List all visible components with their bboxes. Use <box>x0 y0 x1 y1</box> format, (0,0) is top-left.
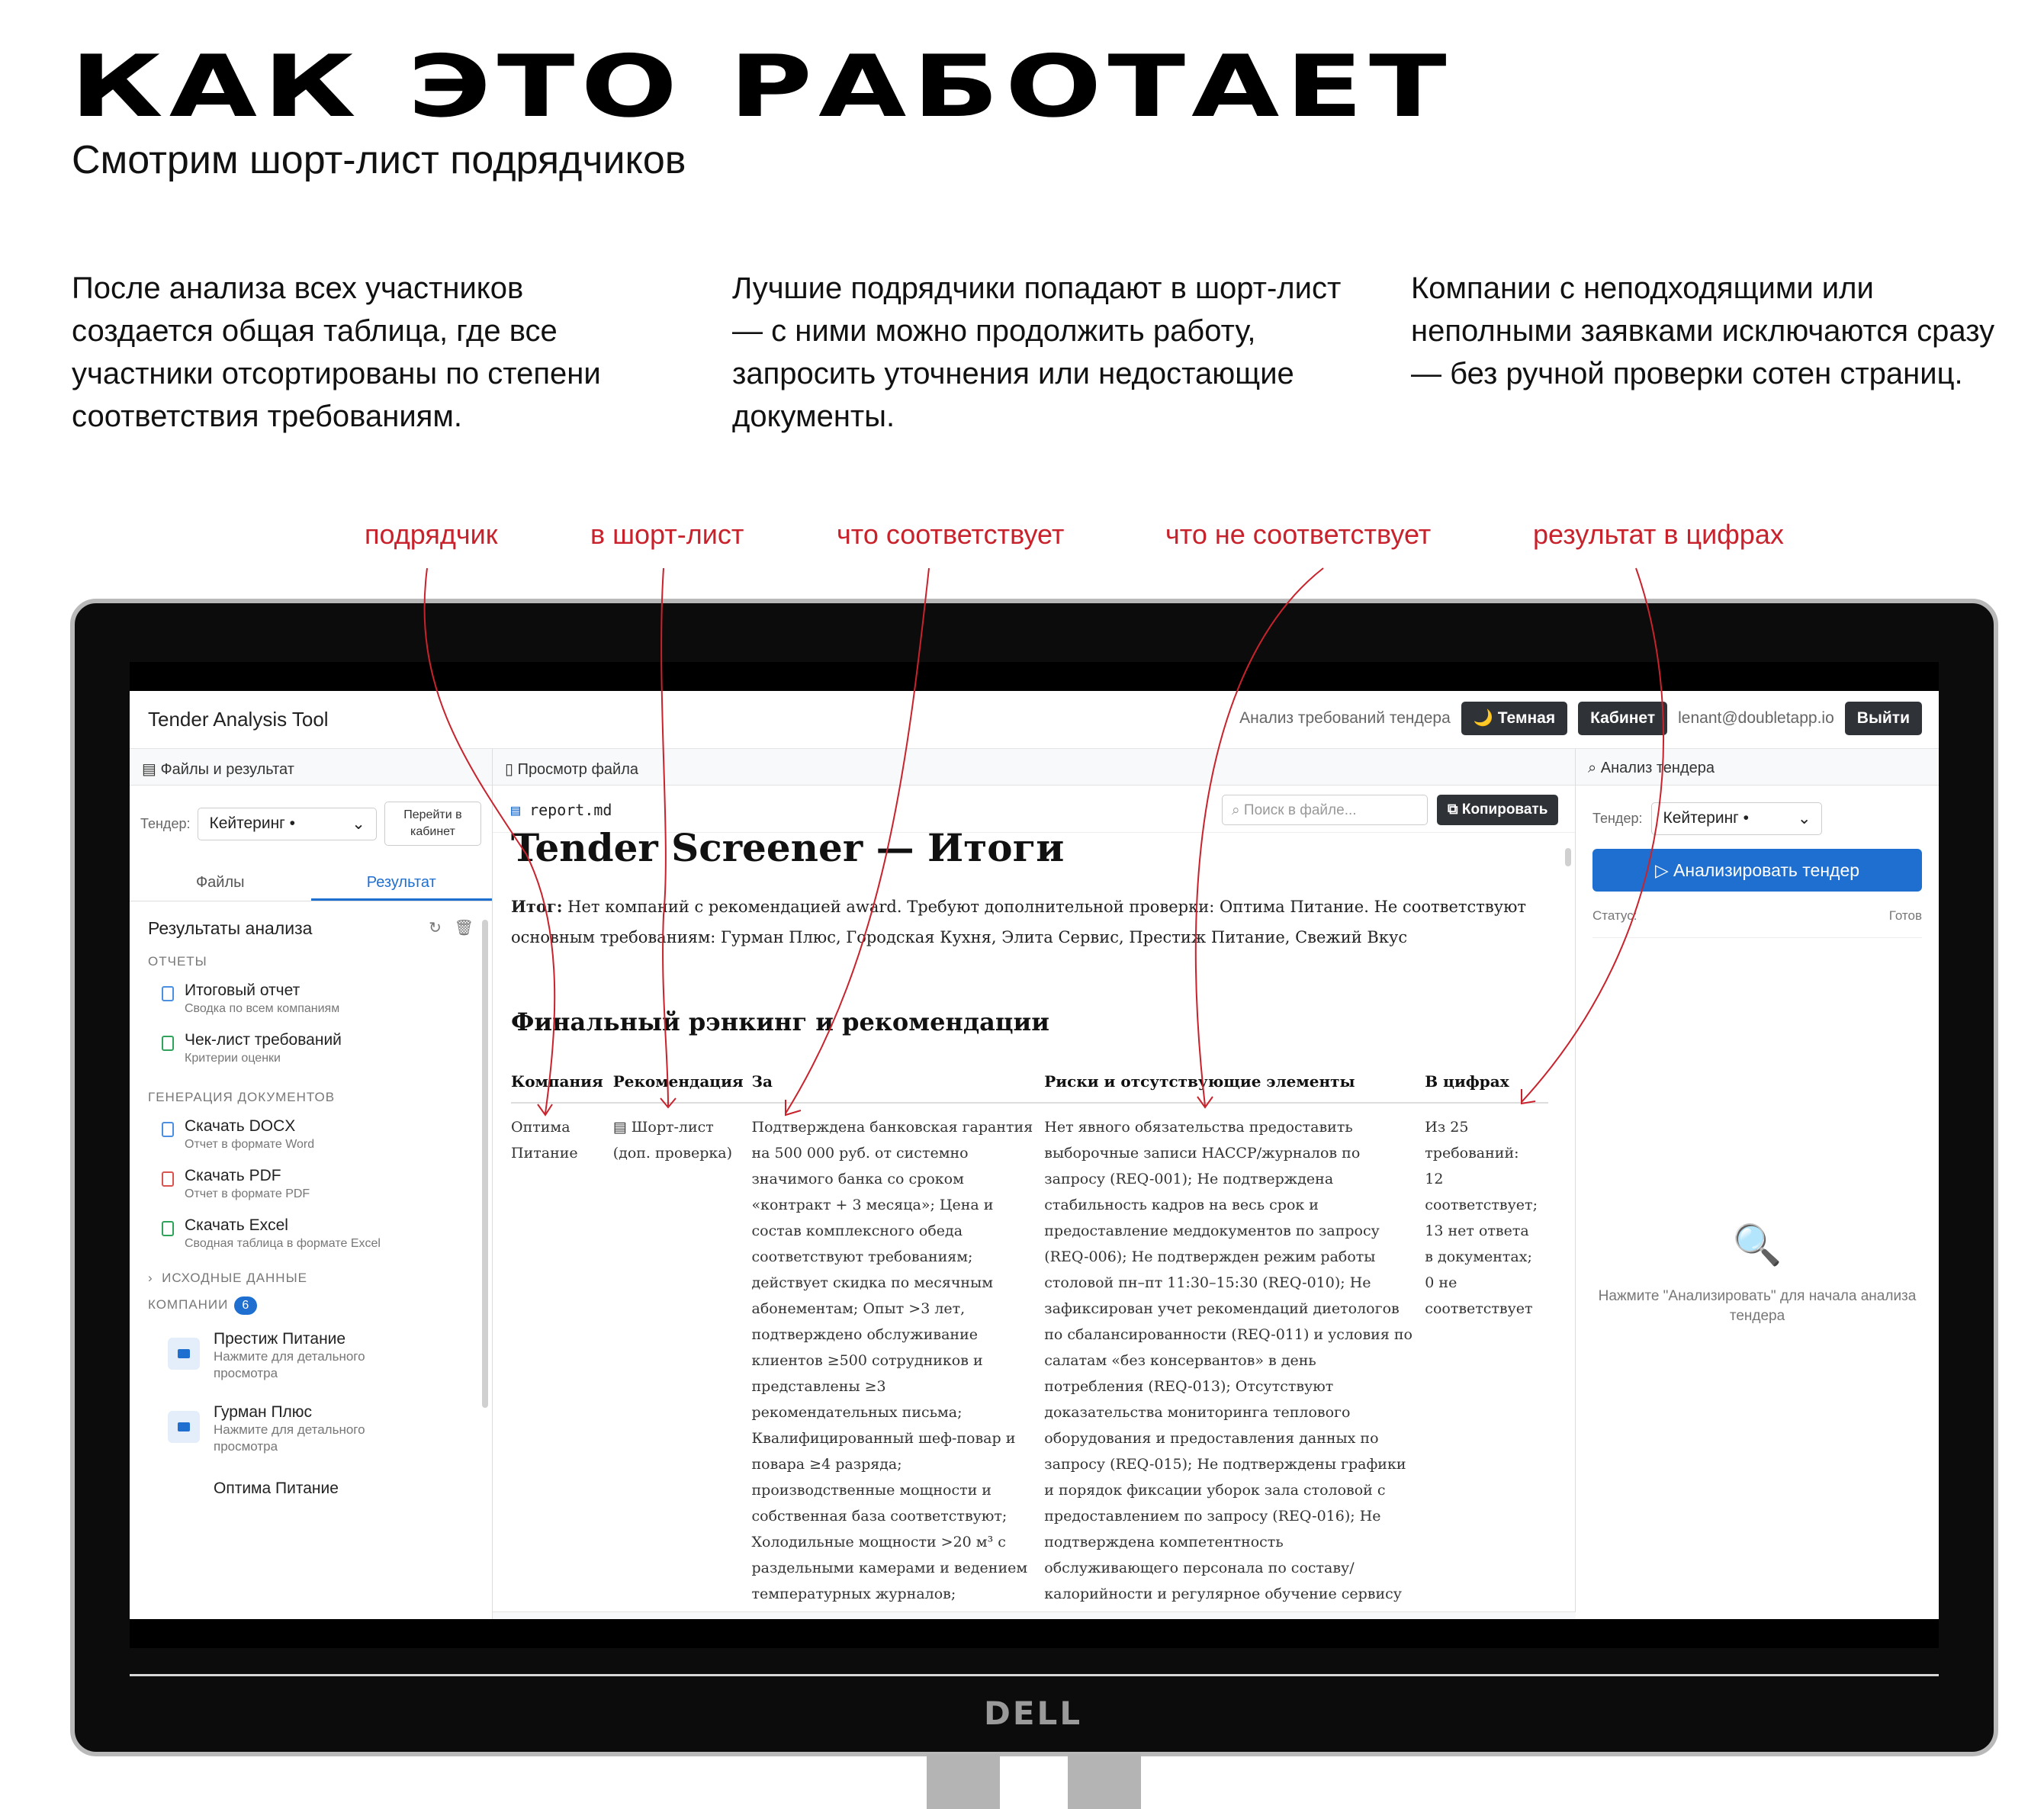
page-title: КАК ЭТО РАБОТАЕТ <box>70 37 1453 137</box>
download-excel-sub: Сводная таблица в формате Excel <box>185 1237 381 1250</box>
tender-label: Тендер: <box>140 815 191 831</box>
annotation-shortlist: в шорт-лист <box>590 519 744 550</box>
company-item[interactable] <box>130 1393 492 1466</box>
monitor-stand-right <box>1068 1754 1141 1809</box>
empty-state-text: Нажмите "Анализировать" для начала анализа тендера <box>1598 1288 1917 1324</box>
app-brand[interactable]: Tender Analysis Tool <box>148 708 329 731</box>
excel-file-icon <box>162 1221 174 1236</box>
companies-section-label: КОМПАНИИ 6 <box>148 1297 474 1315</box>
tender-select[interactable]: Кейтеринг • ⌄ <box>1651 802 1822 835</box>
trash-icon[interactable]: 🗑 <box>454 920 474 937</box>
markdown-file-icon: ▤ <box>511 801 530 819</box>
left-pane-title: Файлы и результат <box>160 761 294 778</box>
company-hint: Нажмите для детального просмотра <box>214 1349 365 1380</box>
docx-file-icon <box>162 1122 174 1137</box>
report-checklist-item[interactable] <box>130 1023 492 1073</box>
annotation-mismatches: что не соответствует <box>1165 519 1432 550</box>
companies-count-badge: 6 <box>234 1297 257 1315</box>
screen-bottom-bar <box>130 1619 1939 1648</box>
table-row <box>511 1103 1548 1648</box>
cell-recommendation: ▤ Шорт-лист (доп. проверка) <box>612 1119 732 1162</box>
copy-icon: ⧉ <box>1448 802 1462 818</box>
logout-button[interactable]: Выйти <box>1845 702 1922 735</box>
company-name: Гурман Плюс <box>214 1403 313 1421</box>
monitor-screen-edge <box>130 1674 1939 1676</box>
cell-company: Оптима Питание <box>511 1119 578 1162</box>
annotation-matches: что соответствует <box>837 519 1065 550</box>
nav-subtitle: Анализ требований тендера <box>1239 709 1451 727</box>
column-header: В цифрах <box>1425 1065 1548 1103</box>
file-search-input[interactable]: ⌕ Поиск в файле... <box>1222 795 1428 825</box>
report-checklist-title: Чек-лист требований <box>185 1031 342 1049</box>
tender-analysis-pane <box>1576 749 1939 1648</box>
tab-files[interactable]: Файлы <box>195 874 245 891</box>
company-card-icon <box>168 1338 200 1370</box>
clipboard-icon <box>162 1036 174 1051</box>
folder-icon: ▤ <box>142 761 161 778</box>
goto-cabinet-button[interactable]: Перейти в кабинет <box>384 802 481 846</box>
tab-results[interactable]: Результат <box>311 862 493 901</box>
markdown-document <box>511 825 1548 1648</box>
tender-label: Тендер: <box>1592 811 1643 826</box>
chevron-down-icon: ⌄ <box>352 815 365 833</box>
source-data-toggle[interactable]: › ИСХОДНЫЕ ДАННЫЕ <box>148 1271 307 1285</box>
company-hint: Нажмите для детального просмотра <box>214 1422 365 1454</box>
company-item[interactable] <box>130 1319 492 1393</box>
copy-button[interactable]: ⧉ Копировать <box>1437 795 1558 825</box>
refresh-icon[interactable]: ↻ <box>429 920 442 937</box>
download-pdf-title: Скачать PDF <box>185 1167 281 1184</box>
page-subtitle: Смотрим шорт-лист подрядчиков <box>72 138 686 182</box>
left-scrollbar[interactable] <box>482 920 488 1408</box>
annotation-numbers: результат в цифрах <box>1533 519 1784 550</box>
tender-select[interactable]: Кейтеринг • ⌄ <box>198 808 376 840</box>
download-pdf-sub: Отчет в формате PDF <box>185 1187 310 1200</box>
status-value: Готов <box>1888 908 1922 923</box>
download-docx-title: Скачать DOCX <box>185 1117 296 1135</box>
company-name: Оптима Питание <box>214 1480 339 1497</box>
document-icon <box>162 986 174 1001</box>
app-screen <box>130 662 1939 1648</box>
cell-pros: Подтверждена банковская гарантия на 500 000 руб. от системно значимого банка со сроком «контракт + 3 месяца»; Цена и состав комплексного обеда соответствуют требованиям; действует скидка по месячным абонементам; Опыт >3 лет, подтверждено обслуживание клиентов ≥500 сотрудников и представлены ≥3 рекомендательных письма; Квалифицированный шеф-повар и повара ≥4 разряда; производственные мощности и собственная база соответствуют; Холодильные мощности >20 м³ с раздельными камерами и ведением температурных журналов; <box>751 1119 1033 1602</box>
top-navbar <box>130 691 1939 749</box>
company-item[interactable] <box>130 1466 492 1530</box>
viewer-title: Просмотр файла <box>517 761 638 778</box>
download-docx-item[interactable] <box>130 1110 492 1159</box>
intro-column-2: Лучшие подрядчики попадают в шорт-лист — с ними можно продолжить работу, запросить уточнения или недостающие документы. <box>732 272 1342 433</box>
user-email: lenant@doubletapp.io <box>1678 709 1834 727</box>
ranking-table <box>511 1065 1548 1648</box>
column-header: Рекомендация <box>613 1065 752 1103</box>
annotation-contractor: подрядчик <box>365 519 498 550</box>
download-docx-sub: Отчет в формате Word <box>185 1138 315 1151</box>
results-title: Результаты анализа <box>148 918 313 938</box>
cabinet-button[interactable]: Кабинет <box>1578 702 1667 735</box>
download-excel-title: Скачать Excel <box>185 1216 288 1234</box>
download-icon <box>162 1171 174 1187</box>
search-icon: ⌕ <box>1232 802 1244 818</box>
reports-section-label: ОТЧЕТЫ <box>148 954 207 969</box>
intro-column-1: После анализа всех участников создается общая таблица, где все участники отсортированы по степени соответствия требованиям. <box>72 272 601 433</box>
ranking-section-title: Финальный рэнкинг и рекомендации <box>511 1007 1050 1036</box>
file-icon: ▯ <box>505 761 518 778</box>
company-name: Престиж Питание <box>214 1330 346 1348</box>
theme-toggle-button[interactable]: 🌙 Темная <box>1461 702 1567 735</box>
files-results-pane <box>130 749 493 1648</box>
monitor-brand-logo: DELL <box>984 1695 1083 1732</box>
cell-numbers: Из 25 требований: 12 соответствует; 13 нет ответа в документах; 0 не соответствует <box>1425 1119 1538 1317</box>
column-header: За <box>752 1065 1045 1103</box>
document-title: Tender Screener — Итоги <box>511 825 1065 870</box>
right-pane-title: Анализ тендера <box>1600 760 1715 776</box>
download-excel-item[interactable] <box>130 1209 492 1258</box>
chevron-down-icon: ⌄ <box>1797 810 1811 827</box>
report-summary-sub: Сводка по всем компаниям <box>185 1002 340 1015</box>
viewer-scrollbar[interactable] <box>1565 848 1571 866</box>
file-viewer-pane <box>493 749 1576 1648</box>
download-pdf-item[interactable] <box>130 1159 492 1209</box>
magnifier-icon: ⌕ <box>1588 760 1601 776</box>
screen-top-bar <box>130 662 1939 691</box>
analyze-tender-button[interactable]: ▷ Анализировать тендер <box>1592 849 1922 892</box>
file-name: ▤ report.md <box>511 801 612 819</box>
report-summary-title: Итоговый отчет <box>185 982 300 999</box>
column-header: Риски и отсутствующие элементы <box>1044 1065 1425 1103</box>
report-summary-item[interactable] <box>130 974 492 1023</box>
document-summary: Итог: Нет компаний с рекомендацией award. Требуют дополнительной проверки: Оптима Питание. Не соответствуют основным требованиям: Гурман Плюс, Городская Кухня, Элита Сервис, Престиж Питание, Свежий Вкус <box>511 897 1526 946</box>
status-label: Статус: <box>1592 908 1637 923</box>
chevron-right-icon: › <box>148 1271 162 1285</box>
column-header: Компания <box>511 1065 613 1103</box>
company-card-icon <box>168 1411 200 1443</box>
report-checklist-sub: Критерии оценки <box>185 1052 281 1065</box>
search-large-icon: 🔍 <box>1732 1223 1782 1268</box>
cell-risks: Нет явного обязательства предоставить выборочные записи HACCP/журналов по запросу (REQ-001); Не подтверждена стабильность кадров на весь срок и предоставление меддокументов по запросу (REQ-006); Не подтвержден режим работы столовой пн–пт 11:30–15:30 (REQ-010); Не зафиксирован учет рекомендаций диетологов по сбалансированности (REQ-011) и условия по салатам «без консервантов» в день потребления (REQ-013); Отсутствуют доказательства мониторинга теплового оборудования и предоставления данных по запросу (REQ-015); Не подтверждены графики и порядок фиксации уборок зала столовой с предоставлением по запросу (REQ-016); Не подтверждена компетентность обслуживающего персонала по составу/калорийности и регулярное обучение сервису <box>1044 1119 1412 1602</box>
monitor-stand-left <box>927 1754 1000 1809</box>
intro-column-3: Компании с неподходящими или неполными заявками исключаются сразу — без ручной проверки сотен страниц. <box>1411 272 1995 390</box>
generation-section-label: ГЕНЕРАЦИЯ ДОКУМЕНТОВ <box>148 1090 336 1104</box>
